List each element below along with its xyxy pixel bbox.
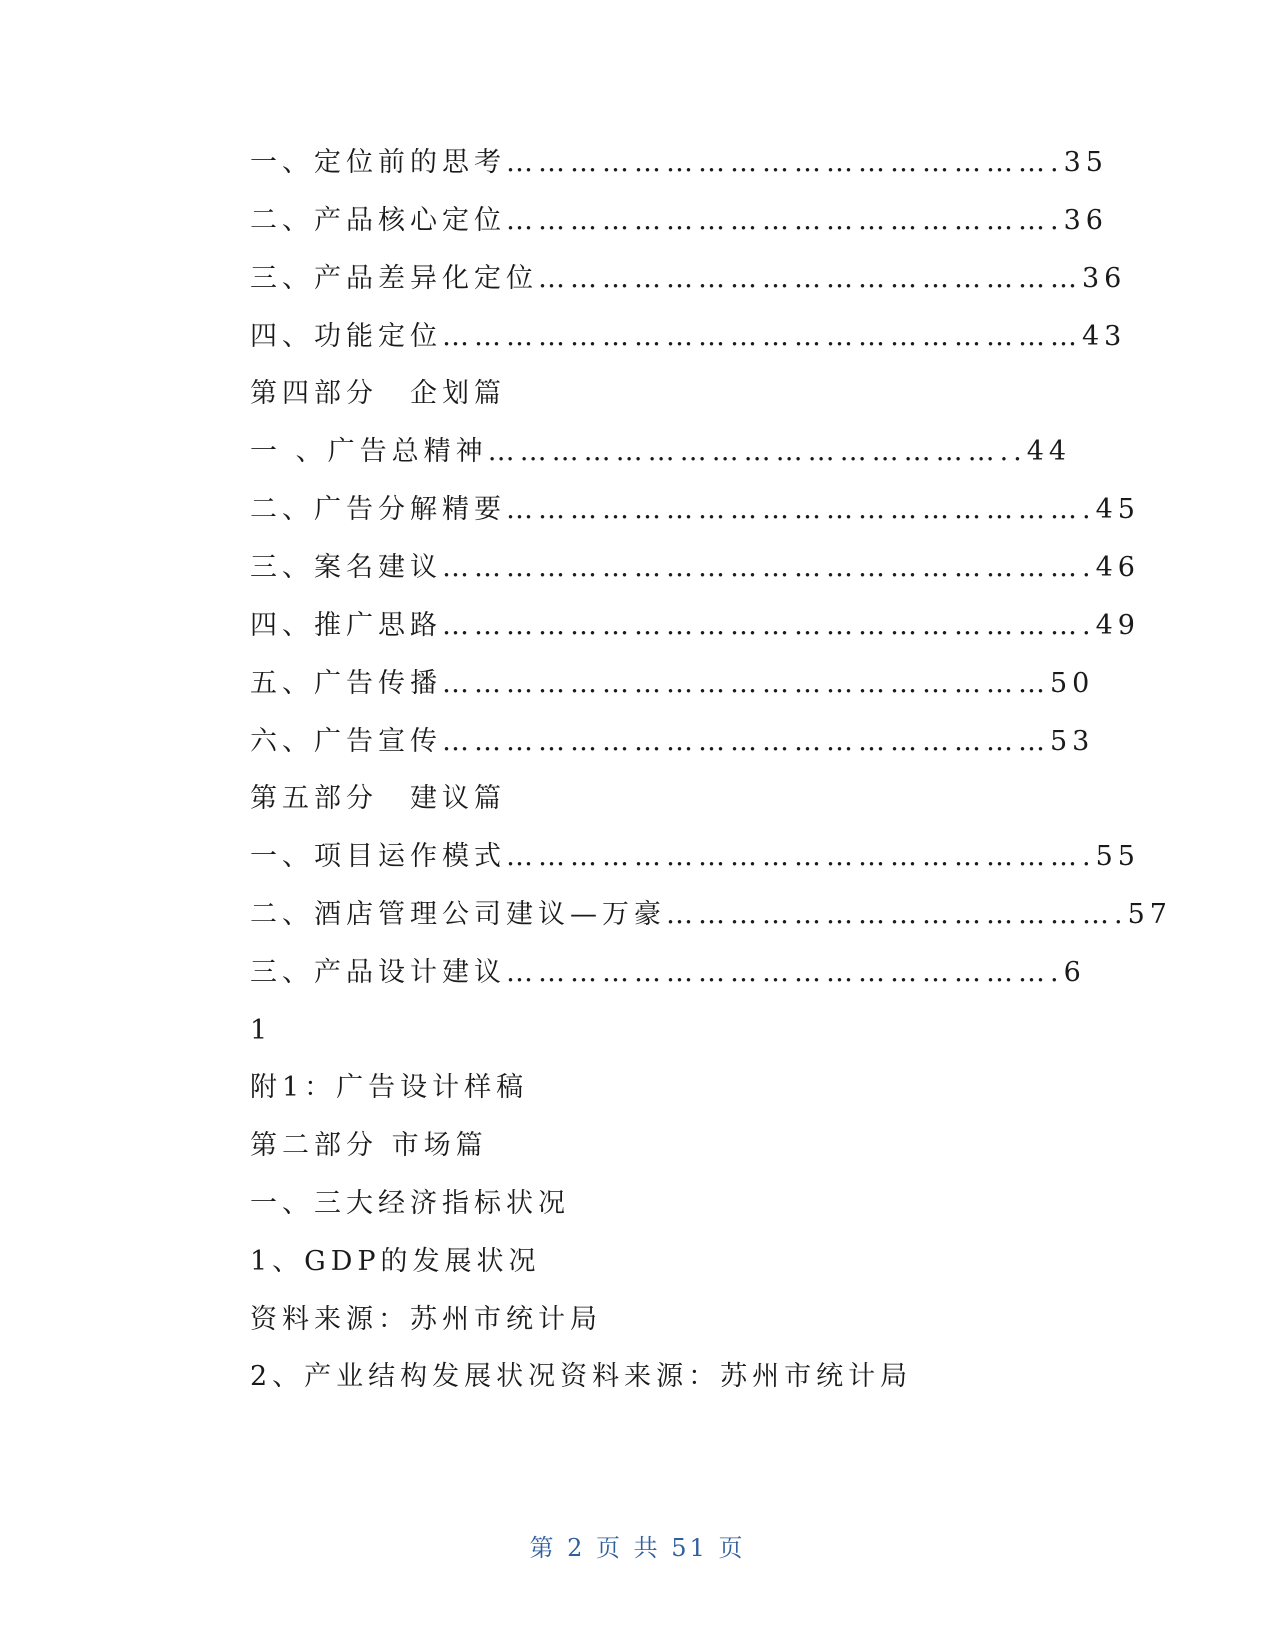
body-heading: 1、GDP的发展状况 — [250, 1246, 541, 1277]
page-number: 第 2 页 共 51 页 — [529, 1534, 746, 1562]
appendix-line: 附1：广告设计样稿 — [250, 1072, 529, 1103]
section-heading: 第二部分 市场篇 — [250, 1130, 488, 1161]
toc-line: 一 、广告总精神…………………………………………..44 — [250, 436, 1072, 467]
page-footer — [0, 1528, 1275, 1563]
toc-line: 六、广告宣传…………………………………………………53 — [250, 726, 1095, 757]
section-heading: 第五部分 建议篇 — [250, 783, 506, 814]
toc-line: 一、定位前的思考…………………………………………….35 — [250, 147, 1108, 178]
toc-line: 四、功能定位……………………………………………………43 — [250, 321, 1127, 352]
toc-line: 三、产品设计建议…………………………………………….6 — [250, 957, 1086, 988]
page-fragment: 1 — [250, 1015, 273, 1046]
toc-line: 一、项目运作模式……………………………………………….55 — [250, 841, 1140, 872]
source-note: 资料来源：苏州市统计局 — [250, 1304, 602, 1335]
toc-line: 二、酒店管理公司建议—万豪…………………………………….57 — [250, 899, 1172, 930]
toc-line: 三、案名建议…………………………………………………….46 — [250, 552, 1140, 583]
body-heading: 一、三大经济指标状况 — [250, 1188, 570, 1219]
body-heading: 2、产业结构发展状况资料来源：苏州市统计局 — [250, 1361, 913, 1392]
toc-line: 四、推广思路…………………………………………………….49 — [250, 610, 1140, 641]
toc-line: 三、产品差异化定位……………………………………………36 — [250, 263, 1127, 294]
toc-line: 二、广告分解精要……………………………………………….45 — [250, 494, 1140, 525]
toc-line: 二、产品核心定位…………………………………………….36 — [250, 205, 1108, 236]
toc-line: 五、广告传播…………………………………………………50 — [250, 668, 1095, 699]
section-heading: 第四部分 企划篇 — [250, 378, 506, 409]
